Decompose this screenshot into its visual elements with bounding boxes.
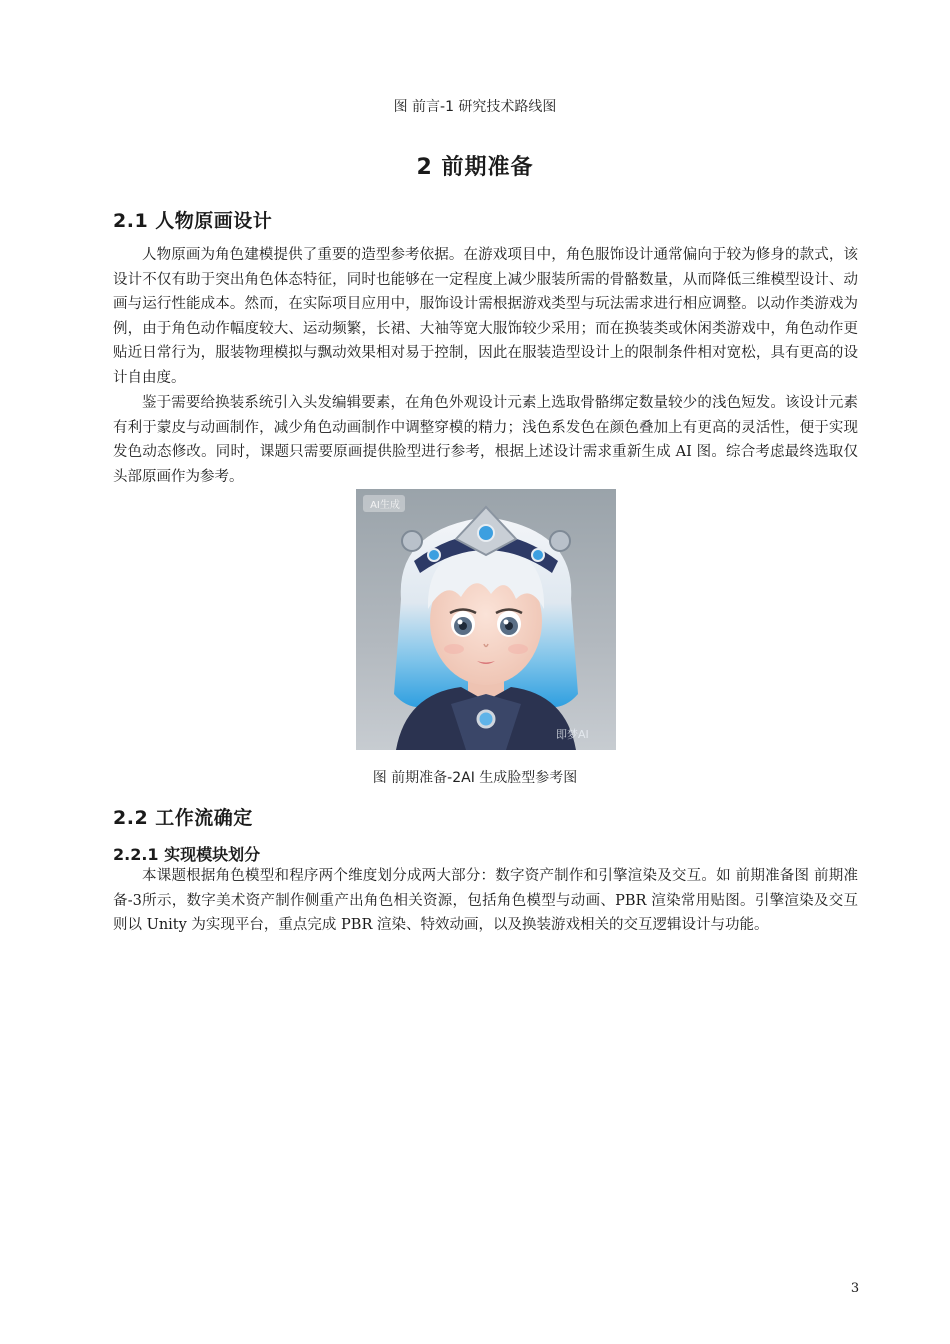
paragraph-2: 鉴于需要给换装系统引入头发编辑要素，在角色外观设计元素上选取骨骼绑定数量较少的浅色短发。该设计元素有利于蒙皮与动画制作，减少角色动画制作中调整穿模的精力；浅色系发色在颜色叠加上有更高的灵活性，便于实现发色动态修改。同时，课题只需要原画提供脸型进行参考，根据上述设计需求重新生成 AI 图。综合考虑最终选取仅头部原画作为参考。: [113, 395, 858, 485]
paragraph-1: 人物原画为角色建模提供了重要的造型参考依据。在游戏项目中，角色服饰设计通常偏向于较为修身的款式，该设计不仅有助于突出角色体态特征，同时也能够在一定程度上减少服装所需的骨骼数量，从而降低三维模型设计、动画与运行性能成本。然而，在实际项目应用中，服饰设计需根据游戏类型与玩法需求进行相应调整。以动作类游戏为例，由于角色动作幅度较大、运动频繁，长裙、大袖等宽大服饰较少采用；而在换装类或休闲类游戏中，角色动作更贴近日常行为，服装物理模拟与飘动效果相对易于控制，因此在服装造型设计上的限制条件相对宽松，具有更高的设计自由度。: [113, 247, 858, 386]
figure-caption-top: 图 前言-1 研究技术路线图: [393, 99, 557, 115]
page-number: 3: [850, 1281, 860, 1296]
section-heading-2-1: 2.1 人物原画设计: [113, 210, 273, 232]
ai-generated-badge: AI生成: [370, 500, 400, 511]
image-watermark: 即梦AI: [556, 728, 589, 741]
ai-portrait-image: [356, 489, 616, 750]
section-heading-2-2: 2.2 工作流确定: [113, 807, 253, 829]
subsection-heading-2-2-1: 2.2.1 实现模块划分: [113, 845, 261, 864]
figure-caption-portrait: 图 前期准备-2AI 生成脸型参考图: [372, 770, 578, 786]
paragraph-3: 本课题根据角色模型和程序两个维度划分成两大部分：数字资产制作和引擎渲染及交互。如 前期准备图 前期准备-3所示，数字美术资产制作侧重产出角色相关资源，包括角色模型与动画、PBR 渲染常用贴图。引擎渲染及交互则以 Unity 为实现平台，重点完成 PBR 渲染、特效动画，以及换装游戏相关的交互逻辑设计与功能。: [113, 868, 858, 934]
chapter-title: 2 前期准备: [416, 155, 534, 180]
